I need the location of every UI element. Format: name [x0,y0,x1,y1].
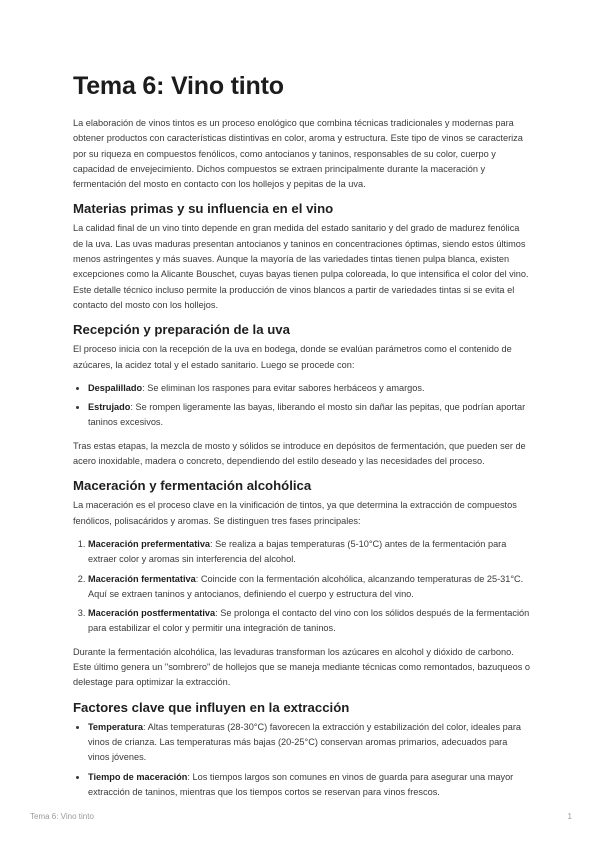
list-item-text: : Coincide con la fermentación alcohólica, alcanzando temperaturas de 25-31°C. Aquí se extraen taninos y antocianos, definiendo el cuerpo y estructura del vino. [88,573,524,599]
list-item-text: : Altas temperaturas (28-30°C) favorecen la extracción y estabilización del color, ideales para vinos de crianza. Las temperaturas más bajas (20-25°C) conservan aromas primarios, adecuados para vinos jóvenes. [88,721,521,763]
section-heading-materias-primas: Materias primas y su influencia en el vino [73,201,334,217]
page-title: Tema 6: Vino tinto [73,72,284,100]
list-item-term: Maceración postfermentativa [88,608,216,619]
list-item-term: Maceración fermentativa [88,573,196,584]
list-item [88,381,531,396]
list-item-text: : Se realiza a bajas temperaturas (5-10°C) antes de la fermentación para extraer color y aromas sin interferencia del alcohol. [88,538,507,565]
footer-title: Tema 6: Vino tinto [30,812,94,821]
document-body [73,116,531,808]
section-heading-recepcion: Recepción y preparación de la uva [73,322,290,338]
list-item-term: Tiempo de maceración [88,771,188,782]
section-paragraph: La maceración es el proceso clave en la vinificación de tintos, ya que determina la extracción de compuestos fenólicos, polisacáridos y aromas. Se distinguen tres fases principales: [73,500,517,526]
list-item-text: : Se rompen ligeramente las bayas, liberando el mosto sin dañar las pepitas, que podrían aportar taninos excesivos. [88,402,526,428]
list-item-term: Maceración prefermentativa [88,538,211,549]
list-item [88,720,531,766]
section-paragraph: Tras estas etapas, la mezcla de mosto y sólidos se introduce en depósitos de fermentación, que pueden ser de acero inoxidable, madera o concreto, dependiendo del estilo deseado y las necesidades del proceso. [73,440,526,467]
section-paragraph: La calidad final de un vino tinto depende en gran medida del estado sanitario y del grado de madurez fenólica de la uva. Las uvas maduras presentan antocianos y taninos en concentraciones óptimas, siendo estos últimos menos astringentes y más suaves. Aunque la mayoría de las variedades tintas tienen pulpa blanca, existen excepciones como la Alicante Bouschet, cuyas bayas tienen pulpa coloreada, lo que intensifica el color del vino. Este detalle técnico incluso permite la producción de vinos blancos a partir de variedades tintas si se evita el contacto del mosto con los hollejos. [73,223,529,310]
list-item [88,606,531,637]
numbered-list [73,537,531,637]
intro-paragraph: La elaboración de vinos tintos es un proceso enológico que combina técnicas tradicionales y modernas para obtener productos con características distintivas en color, aroma y estructura. Este tipo de vinos se caracteriza por su riqueza en compuestos fenólicos, como antocianos y taninos, responsables de su color, cuerpo y capacidad de envejecimiento. Dichos compuestos se extraen principalmente durante la maceración y fermentación del mosto en contacto con los hollejos y pepitas de la uva. [73,118,523,190]
section-heading-factores: Factores clave que influyen en la extracción [73,699,350,715]
list-item [88,400,531,431]
list-item-text: : Se prolonga el contacto del vino con los sólidos después de la fermentación para estabilizar el color y permitir una integración de taninos. [88,608,530,634]
bullet-list [73,720,531,800]
bullet-list [73,381,531,431]
list-item-term: Despalillado [88,382,143,393]
section-paragraph: Durante la fermentación alcohólica, las levaduras transforman los azúcares en alcohol y dióxido de carbono. Este último genera un "sombrero" de hollejos que se maneja mediante técnicas como remontados, bazuqueos o delestage para optimizar la extracción. [73,646,530,688]
page-number: 1 [567,812,572,821]
list-item-term: Temperatura [88,721,143,732]
list-item-text: : Los tiempos largos son comunes en vinos de guarda para asegurar una mayor extracción de taninos, mientras que los tiempos cortos se reservan para vinos frescos. [88,771,514,797]
list-item [88,770,531,801]
list-item [88,537,531,568]
list-item-term: Estrujado [88,402,131,413]
section-heading-maceracion: Maceración y fermentación alcohólica [73,478,312,494]
list-item [88,572,531,603]
section-paragraph: El proceso inicia con la recepción de la uva en bodega, donde se evalúan parámetros como el contenido de azúcares, la acidez total y el estado sanitario. Luego se procede con: [73,344,512,370]
list-item-text: : Se eliminan los raspones para evitar sabores herbáceos y amargos. [142,382,425,393]
